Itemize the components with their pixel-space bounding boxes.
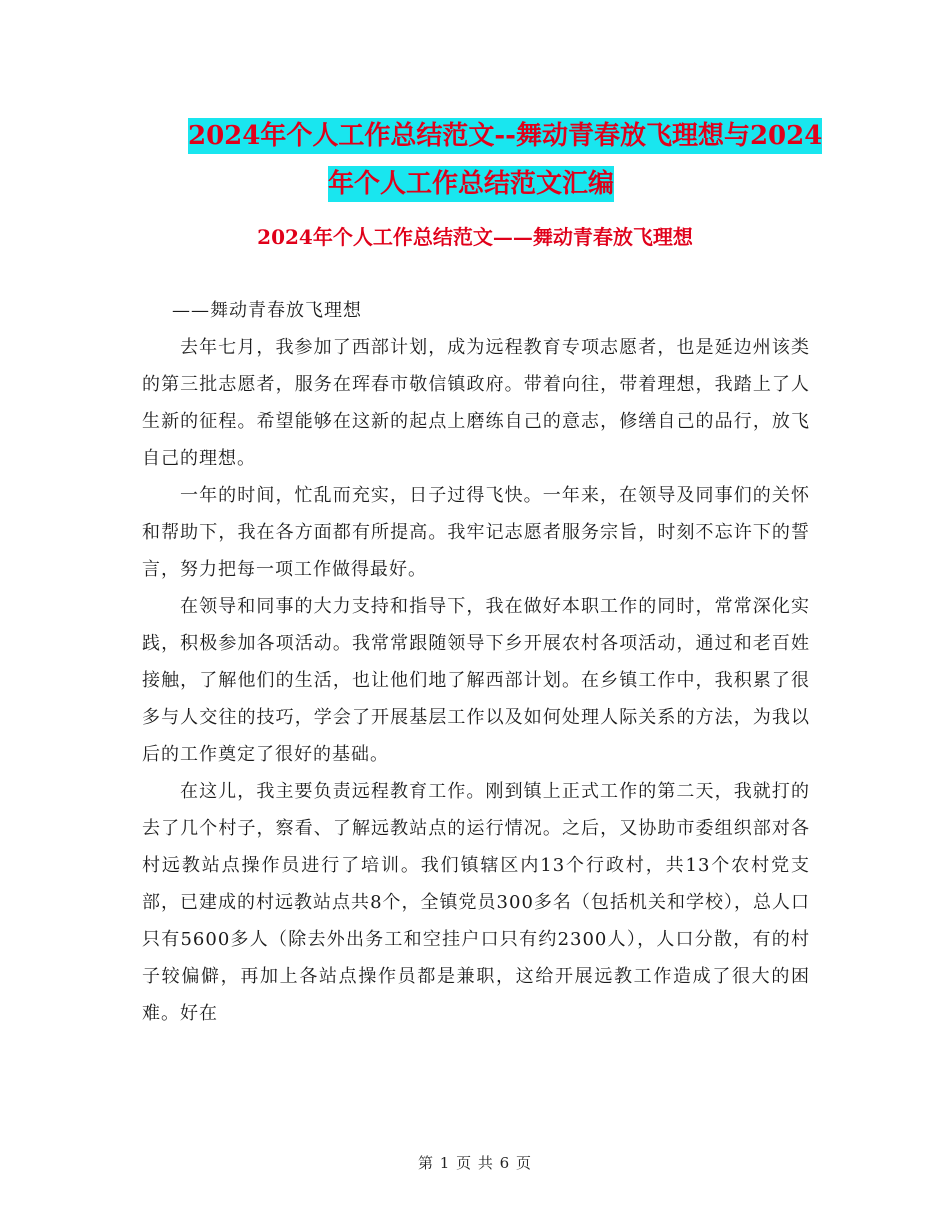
paragraph-dash-heading: ——舞动青春放飞理想: [172, 300, 362, 321]
paragraph: 在领导和同事的大力支持和指导下，我在做好本职工作的同时，常常深化实践，积极参加各项活动。我常常跟随领导下乡开展农村各项活动，通过和老百姓接触，了解他们的生活，也让他们地了解西部计划。在乡镇工作中，我积累了很多与人交往的技巧，学会了开展基层工作以及如何处理人际关系的方法，为我以后的工作奠定了很好的基础。: [142, 596, 810, 765]
paragraph: 去年七月，我参加了西部计划，成为远程教育专项志愿者，也是延边州该类的第三批志愿者，服务在珲春市敬信镇政府。带着向往，带着理想，我踏上了人生新的征程。希望能够在这新的起点上磨练自己的意志，修缮自己的品行，放飞自己的理想。: [142, 337, 810, 469]
document-subtitle: 2024年个人工作总结范文——舞动青春放飞理想: [257, 225, 693, 249]
paragraph: 在这儿，我主要负责远程教育工作。刚到镇上正式工作的第二天，我就打的去了几个村子，察看、了解远教站点的运行情况。之后，又协助市委组织部对各村远教站点操作员进行了培训。我们镇辖区内13个行政村，共13个农村党支部，已建成的村远教站点共8个，全镇党员300多名（包括机关和学校），总人口只有5600多人（除去外出务工和空挂户口只有约2300人），人口分散，有的村子较偏僻，再加上各站点操作员都是兼职，这给开展远教工作造成了很大的困难。好在: [142, 781, 810, 1024]
title-line-1: 2024年个人工作总结范文--舞动青春放飞理想与2024: [188, 118, 822, 154]
paragraph: 一年的时间，忙乱而充实，日子过得飞快。一年来，在领导及同事们的关怀和帮助下，我在各方面都有所提高。我牢记志愿者服务宗旨，时刻不忘许下的誓言，努力把每一项工作做得最好。: [142, 485, 810, 580]
title-line-2: 年个人工作总结范文汇编: [328, 166, 614, 202]
document-title: [140, 112, 840, 208]
document-body: [142, 292, 810, 1032]
page-number-footer: 第 1 页 共 6 页: [418, 1154, 532, 1172]
